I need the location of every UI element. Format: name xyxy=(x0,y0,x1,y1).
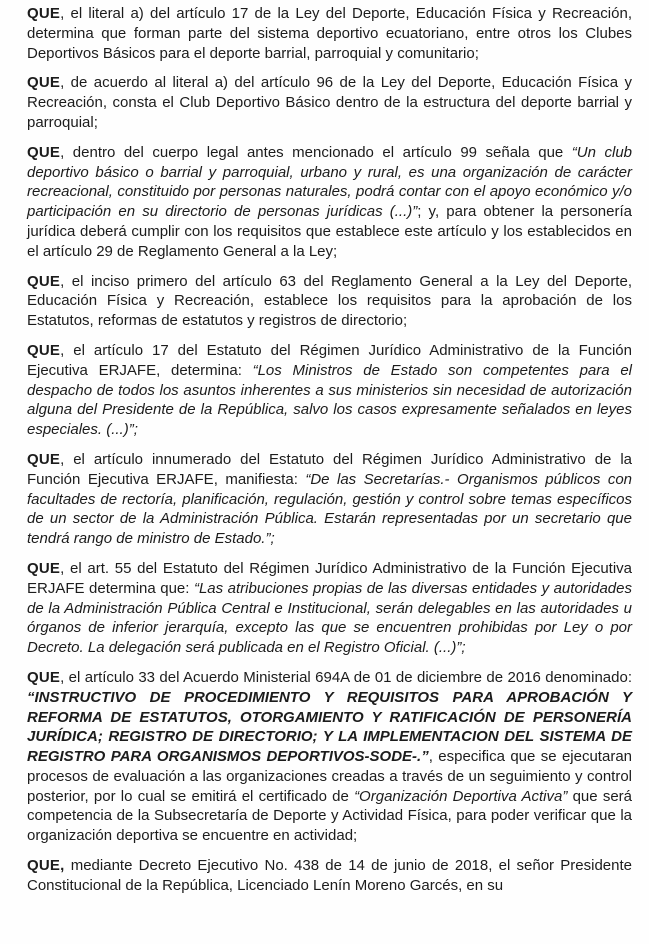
text-run-italic: “Organización Deportiva Activa” xyxy=(354,787,568,805)
text-run-regular: mediante Decreto Ejecutivo No. 438 de 14 de junio de 2018, el señor Presidente Constitucional de la República, Licenciado Lenín Moreno Garcés, en su xyxy=(27,857,632,894)
paragraph-9 xyxy=(27,856,632,896)
text-run-italic: “Un club deportivo básico o barrial y parroquial, urbano y rural, es una organización de carácter recreacional, constituido por personas naturales, podrá contar con el apoyo económico y/o participación en su directorio de personas jurídicas (...)” xyxy=(27,143,633,221)
text-run-bold: QUE xyxy=(27,74,61,92)
text-run-bold: QUE xyxy=(27,559,61,577)
text-run-regular: , el art. 55 del Estatuto del Régimen Jurídico Administrativo de la Función Ejecutiva ERJAFE determina que: xyxy=(27,559,632,597)
paragraph-4 xyxy=(27,272,632,331)
paragraph-7 xyxy=(27,559,632,658)
text-run-italic: “Los Ministros de Estado son competentes para el despacho de todos los asuntos inherentes a sus ministerios sin necesidad de autorización alguna del Presidente de la República, salvo los casos expresamente señalados en leyes especiales. (...)”; xyxy=(27,361,632,439)
paragraph-8 xyxy=(27,668,632,846)
text-run-bold: QUE, xyxy=(27,857,65,875)
text-run-bold: QUE xyxy=(27,668,61,686)
paragraph-3 xyxy=(27,143,632,262)
paragraph-6 xyxy=(27,450,632,549)
document-body xyxy=(27,4,632,896)
text-run-regular: , de acuerdo al literal a) del artículo 96 de la Ley del Deporte, Educación Física y Recreación, consta el Club Deportivo Básico dentro de la estructura del deporte barrial y parroquial; xyxy=(27,74,632,131)
paragraph-1 xyxy=(27,4,632,63)
text-run-bold: QUE xyxy=(27,143,61,161)
text-run-regular: ; y, para obtener la personería jurídica deberá cumplir con los requisitos que establece este artículo y los establecidos en el artículo 29 de Reglamento General a la Ley; xyxy=(27,203,632,260)
paragraph-5 xyxy=(27,341,632,440)
text-run-regular: , el artículo 17 del Estatuto del Régimen Jurídico Administrativo de la Función Ejecutiva ERJAFE, determina: xyxy=(27,341,632,379)
text-run-regular: , especifica que se ejecutaran procesos de evaluación a las organizaciones creadas a través de un seguimiento y control posterior, por lo cual se emitirá el certificado de xyxy=(27,748,632,805)
text-run-regular: , el artículo 33 del Acuerdo Ministerial 694A de 01 de diciembre de 2016 denominado: xyxy=(60,668,632,686)
text-run-regular: , dentro del cuerpo legal antes mencionado el artículo 99 señala que xyxy=(60,143,572,161)
text-run-bold: QUE xyxy=(27,272,61,290)
text-run-bold: QUE xyxy=(27,5,61,22)
text-run-italic: “Las atribuciones propias de las diversas entidades y autoridades de la Administración Pública Central e Institucional, serán delegables en las autoridades u órganos de inferior jerarquía, excepto las que se encuentren prohibidas por Ley o por Decreto. La delegación será publicada en el Registro Oficial. (...)”; xyxy=(27,579,632,657)
text-run-regular: , el literal a) del artículo 17 de la Ley del Deporte, Educación Física y Recreación, determina que forman parte del sistema deportivo ecuatoriano, entre otros los Clubes Deportivos Básicos para el deporte barrial, parroquial y comunitario; xyxy=(27,5,632,62)
text-run-italic: “De las Secretarías.- Organismos públicos con facultades de rectoría, planificación, regulación, gestión y control sobre temas específicos de un sector de la Administración Pública. Estarán representadas por un secretario que tendrá rango de ministro de Estado.”; xyxy=(27,470,633,548)
text-run-regular: , el inciso primero del artículo 63 del Reglamento General a la Ley del Deporte, Educación Física y Recreación, establece los requisitos para la aprobación de los Estatutos, reformas de estatutos y registros de directorio; xyxy=(27,272,632,330)
text-run-bold-italic: “INSTRUCTIVO DE PROCEDIMIENTO Y REQUISITOS PARA APROBACIÓN Y REFORMA DE ESTATUTOS, OTORGAMIENTO Y RATIFICACIÓN DE PERSONERÍA JURÍDICA; REGISTRO DE DIRECTORIO; Y LA IMPLEMENTACION DEL SISTEMA DE REGISTRO PARA ORGANISMOS DEPORTIVOS-SODE-.” xyxy=(27,688,632,766)
text-run-regular: que será competencia de la Subsecretaría de Deporte y Actividad Física, para poder verificar que la organización deportiva se encuentre en actividad; xyxy=(27,787,632,845)
paragraph-2 xyxy=(27,73,632,132)
text-run-regular: , el artículo innumerado del Estatuto del Régimen Jurídico Administrativo de la Función Ejecutiva ERJAFE, manifiesta: xyxy=(27,450,632,488)
text-run-bold: QUE xyxy=(27,450,61,468)
text-run-bold: QUE xyxy=(27,341,61,359)
